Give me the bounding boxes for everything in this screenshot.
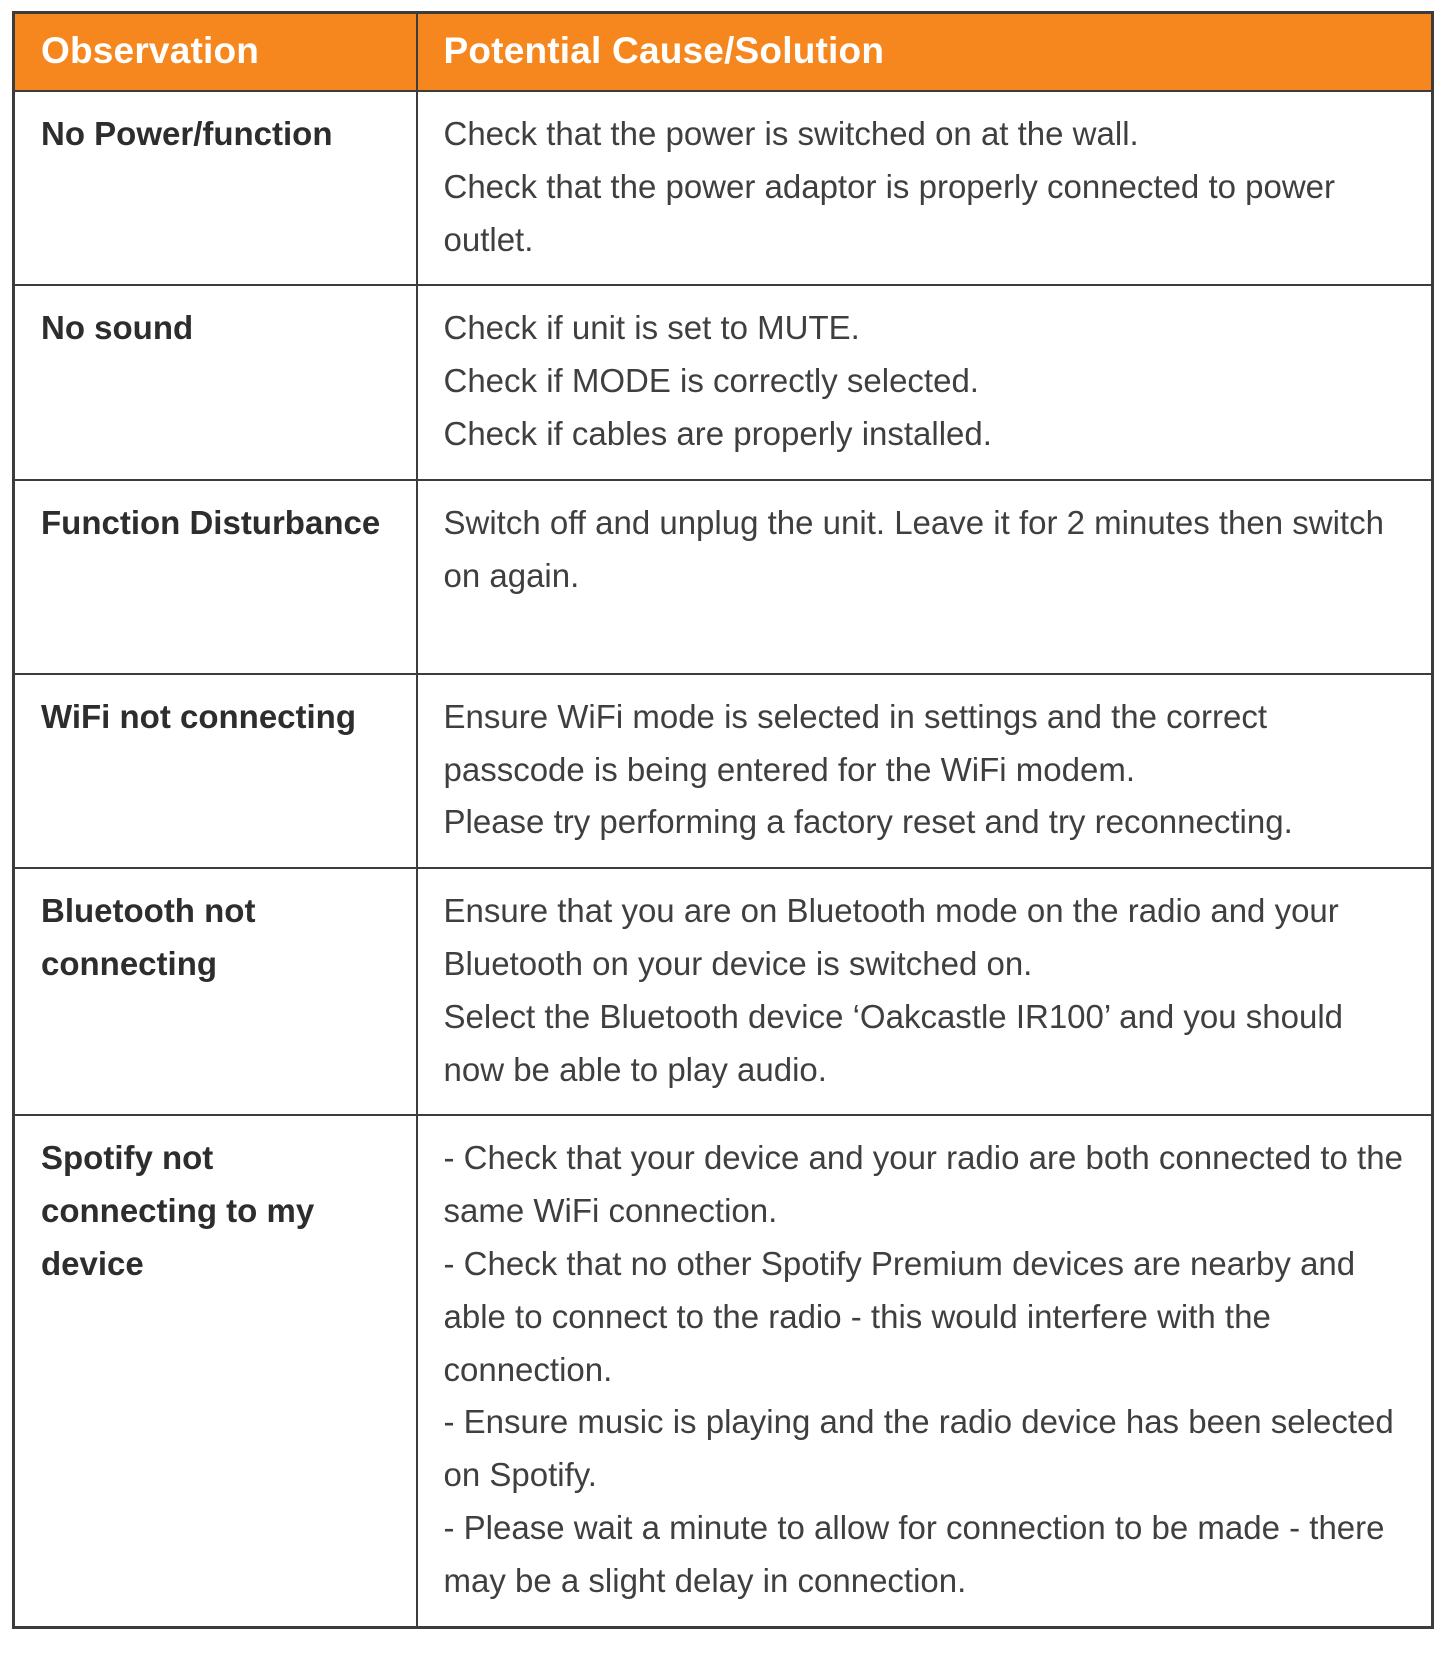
solution-cell <box>417 868 1433 1115</box>
table-row <box>14 1115 1433 1627</box>
solution-line: Ensure that you are on Bluetooth mode on the radio and your Bluetooth on your device is switched on. <box>443 892 1339 982</box>
solution-line: - Check that no other Spotify Premium devices are nearby and able to connect to the radio - this would interfere with the connection. <box>443 1244 1356 1388</box>
solution-line: Check if MODE is correctly selected. <box>443 362 979 400</box>
solution-cell <box>417 91 1433 285</box>
solution-cell <box>417 1115 1433 1627</box>
solution-line: Switch off and unplug the unit. Leave it for 2 minutes then switch on again. <box>443 503 1384 594</box>
header-solution: Potential Cause/Solution <box>417 13 1433 92</box>
observation-cell: No Power/function <box>14 91 417 285</box>
solution-line: - Please wait a minute to allow for connection to be made - there may be a slight delay in connection. <box>443 1508 1385 1599</box>
table-row <box>14 91 1433 285</box>
observation-cell: No sound <box>14 285 417 479</box>
solution-line: Ensure WiFi mode is selected in settings and the correct passcode is being entered for the WiFi modem. <box>443 697 1268 788</box>
solution-line: Check if unit is set to MUTE. <box>443 309 860 347</box>
header-row <box>14 13 1433 92</box>
solution-line: - Check that your device and your radio are both connected to the same WiFi connection. <box>443 1139 1403 1230</box>
solution-line: Check if cables are properly installed. <box>443 414 992 452</box>
solution-line: Please try performing a factory reset and try reconnecting. <box>443 803 1293 841</box>
table-row <box>14 480 1433 674</box>
header-observation: Observation <box>14 13 417 92</box>
solution-cell <box>417 674 1433 868</box>
solution-cell <box>417 285 1433 479</box>
table-row <box>14 285 1433 479</box>
observation-cell: WiFi not connecting <box>14 674 417 868</box>
observation-cell: Bluetooth not connecting <box>14 868 417 1115</box>
table-row <box>14 868 1433 1115</box>
solution-line: - Ensure music is playing and the radio device has been selected on Spotify. <box>443 1403 1394 1494</box>
solution-cell <box>417 480 1433 674</box>
table-row <box>14 674 1433 868</box>
troubleshooting-table <box>12 11 1434 1629</box>
observation-cell: Spotify not connecting to my device <box>14 1115 417 1627</box>
solution-line: Select the Bluetooth device ‘Oakcastle IR100’ and you should now be able to play audio. <box>443 997 1344 1088</box>
solution-line: Check that the power adaptor is properly connected to power outlet. <box>443 167 1336 258</box>
observation-cell: Function Disturbance <box>14 480 417 674</box>
solution-line: Check that the power is switched on at the wall. <box>443 115 1139 152</box>
